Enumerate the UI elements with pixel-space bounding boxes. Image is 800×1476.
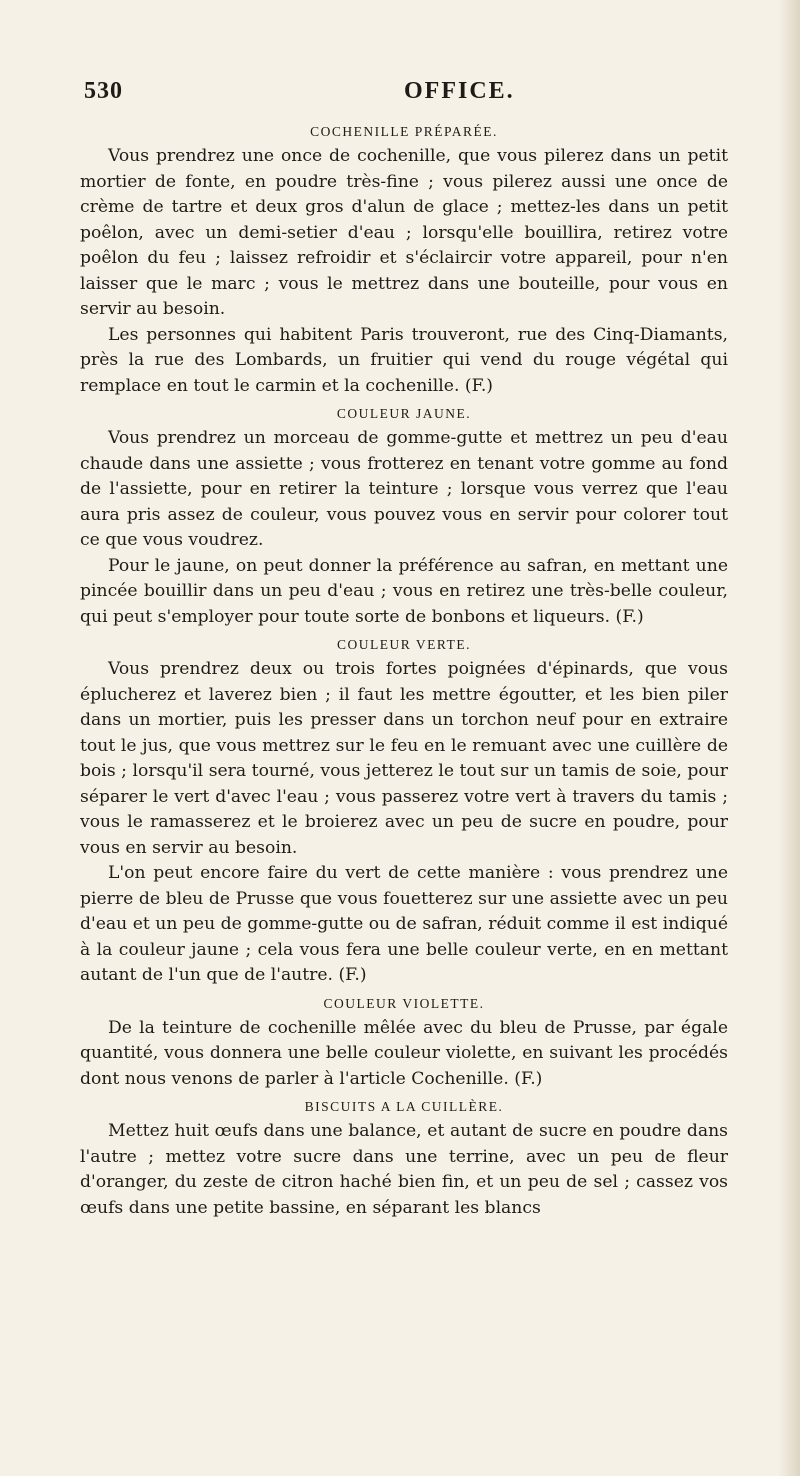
page-body	[80, 120, 728, 1221]
running-head: OFFICE.	[404, 78, 515, 104]
paragraph: Les personnes qui habitent Paris trouveront, rue des Cinq-Diamants, près la rue des Lombards, un fruitier qui vend du rouge végétal qui remplace en tout le carmin et la cochenille. (F.)	[80, 324, 728, 396]
page-number: 530	[84, 78, 123, 104]
section-title-jaune: COULEUR JAUNE.	[336, 406, 472, 421]
section-title-verte: COULEUR VERTE.	[337, 637, 471, 652]
paragraph: L'on peut encore faire du vert de cette manière : vous prendrez une pierre de bleu de Prusse que vous fouetterez sur une assiette avec un peu d'eau et un peu de gomme-gutte ou de safran, réduit comme il est indiqué à la couleur jaune ; cela vous fera une belle couleur verte, en en mettant autant de l'un que de l'autre. (F.)	[80, 863, 728, 985]
paragraph: Mettez huit œufs dans une balance, et autant de sucre en poudre dans l'autre ; mettez votre sucre dans une terrine, avec un peu de fleur d'oranger, du zeste de citron haché bien fin, et un peu de sel ; cassez vos œufs dans une petite bassine, en séparant les blancs	[80, 1121, 728, 1218]
paragraph: Pour le jaune, on peut donner la préférence au safran, en mettant une pincée bouillir dans un peu d'eau ; vous en retirez une très-belle couleur, qui peut s'employer pour toute sorte de bonbons et liqueurs. (F.)	[80, 555, 728, 627]
paragraph: Vous prendrez une once de cochenille, que vous pilerez dans un petit mortier de fonte, en poudre très-fine ; vous pilerez aussi une once de crème de tartre et deux gros d'alun de glace ; mettez-les dans un petit poêlon, avec un demi-setier d'eau ; lorsqu'elle bouillira, retirez votre poêlon du feu ; laissez refroidir et s'éclaircir votre appareil, pour n'en laisser que le marc ; vous le mettrez dans une bouteille, pour vous en servir au besoin.	[80, 146, 728, 319]
page-edge-shadow	[778, 0, 800, 1476]
section-title-cochenille: COCHENILLE PRÉPARÉE.	[310, 124, 498, 139]
paragraph: De la teinture de cochenille mêlée avec du bleu de Prusse, par égale quantité, vous donnera une belle couleur violette, en suivant les procédés dont nous venons de parler à l'article Cochenille. (F.)	[80, 1017, 728, 1089]
section-title-biscuits: BISCUITS A LA CUILLÈRE.	[304, 1099, 504, 1114]
paragraph: Vous prendrez deux ou trois fortes poignées d'épinards, que vous éplucherez et laverez bien ; il faut les mettre égoutter, et les bien piler dans un mortier, puis les presser dans un torchon neuf pour en extraire tout le jus, que vous mettrez sur le feu en le remuant avec une cuillère de bois ; lorsqu'il sera tourné, vous jetterez le tout sur un tamis de soie, pour séparer le vert d'avec l'eau ; vous passerez votre vert à travers du tamis ; vous le ramasserez et le broierez avec un peu de sucre en poudre, pour vous en servir au besoin.	[80, 659, 728, 858]
paragraph: Vous prendrez un morceau de gomme-gutte et mettrez un peu d'eau chaude dans une assiette ; vous frotterez en tenant votre gomme au fond de l'assiette, pour en retirer la teinture ; lorsque vous verrez que l'eau aura pris assez de couleur, vous pouvez vous en servir pour colorer tout ce que vous voudrez.	[80, 428, 728, 550]
page-header	[84, 78, 724, 118]
section-title-violette: COULEUR VIOLETTE.	[323, 995, 485, 1011]
